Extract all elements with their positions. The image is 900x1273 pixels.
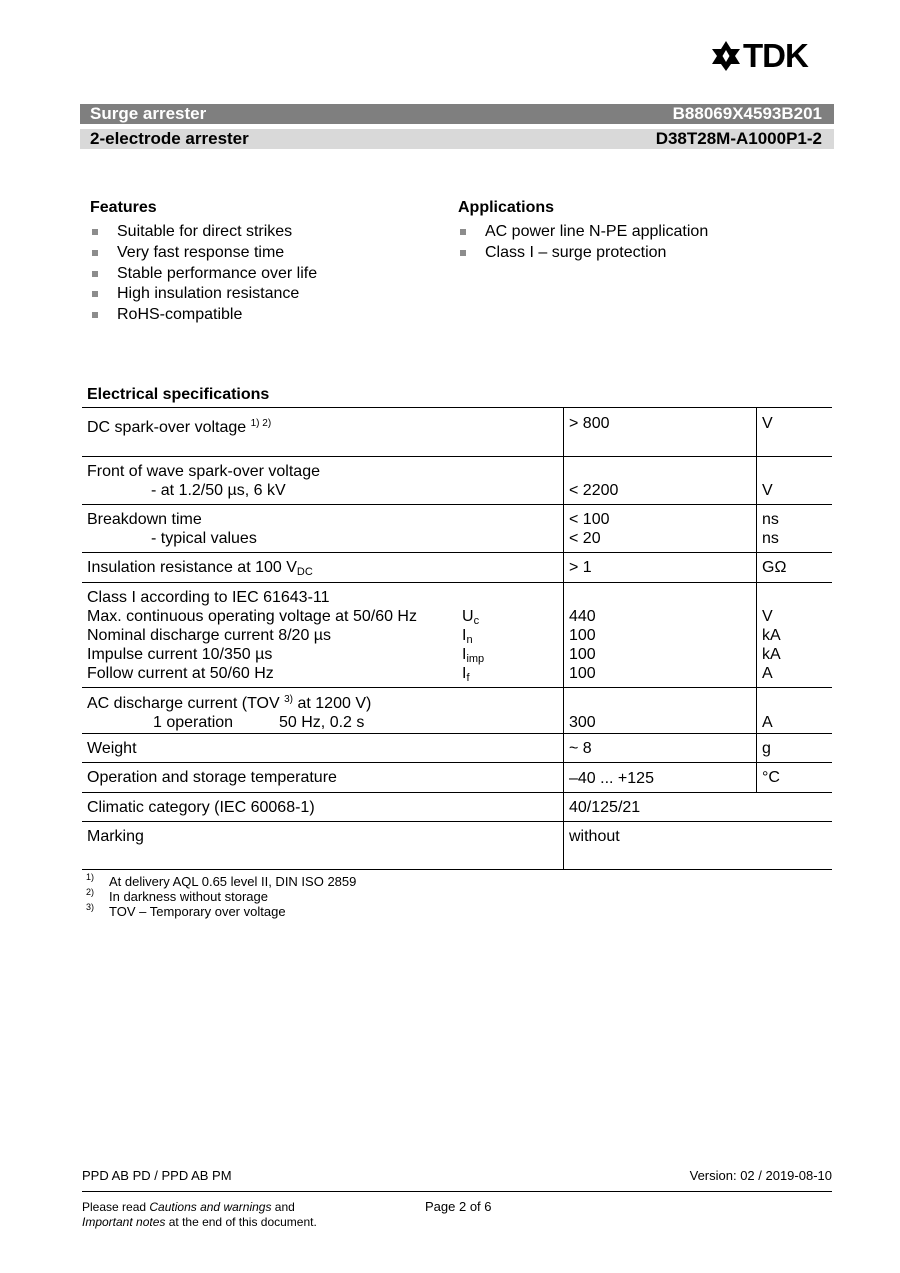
table-column-divider xyxy=(563,407,564,870)
class1-row-label: Nominal discharge current 8/20 µs xyxy=(87,627,331,644)
class1-row-symbol: $I_f$ xyxy=(462,665,470,684)
list-item: Class I – surge protection xyxy=(458,243,708,264)
climatic-value: 40/125/21 xyxy=(569,799,641,816)
insulation-value: > 1 xyxy=(569,559,592,576)
bullet-square-icon xyxy=(92,229,98,235)
specs-heading: Electrical specifications xyxy=(87,386,270,403)
footer-department: PPD AB PD / PPD AB PM xyxy=(82,1168,232,1183)
breakdown-unit-1: ns xyxy=(762,511,779,528)
product-type-bar xyxy=(80,104,834,124)
bullet-square-icon xyxy=(92,250,98,256)
class1-row-label: Impulse current 10/350 µs xyxy=(87,646,273,663)
marking-label: Marking xyxy=(87,828,144,845)
climatic-label: Climatic category (IEC 60068-1) xyxy=(87,799,315,816)
breakdown-label: Breakdown time xyxy=(87,511,202,528)
ac-discharge-condition: 50 Hz, 0.2 s xyxy=(279,714,365,731)
list-item: Stable performance over life xyxy=(90,264,317,285)
class1-row-symbol: $I_n$ xyxy=(462,627,473,646)
temperature-label: Operation and storage temperature xyxy=(87,769,337,786)
list-item: Suitable for direct strikes xyxy=(90,222,317,243)
type-code: D38T28M-A1000P1-2 xyxy=(655,129,822,148)
list-item: RoHS-compatible xyxy=(90,305,317,326)
footer-rule xyxy=(82,1191,832,1192)
front-wave-label: Front of wave spark-over voltage xyxy=(87,463,320,480)
ac-discharge-unit: A xyxy=(762,714,773,731)
list-item: AC power line N-PE application xyxy=(458,222,708,243)
class1-row-value: 440 xyxy=(569,608,596,625)
tdk-logo-icon xyxy=(710,40,742,72)
breakdown-value-2: < 20 xyxy=(569,530,601,547)
class1-row-unit: kA xyxy=(762,646,781,663)
footer-note-line-2: Important notes at the end of this document. xyxy=(82,1215,317,1229)
dc-sparkover-value: > 800 xyxy=(569,415,610,432)
brand-name: TDK xyxy=(743,37,808,74)
breakdown-value-1: < 100 xyxy=(569,511,610,528)
front-wave-unit: V xyxy=(762,482,773,499)
table-rule xyxy=(82,733,832,734)
table-rule xyxy=(82,504,832,505)
dc-sparkover-unit: V xyxy=(762,415,773,432)
ordering-code: B88069X4593B201 xyxy=(672,104,822,123)
footer-version: Version: 02 / 2019-08-10 xyxy=(689,1168,832,1183)
bullet-square-icon xyxy=(460,250,466,256)
applications-list xyxy=(458,222,708,264)
weight-value: ~ 8 xyxy=(569,740,592,757)
weight-label: Weight xyxy=(87,740,137,757)
product-type: Surge arrester xyxy=(90,104,207,123)
class1-title: Class I according to IEC 61643-11 xyxy=(87,589,330,606)
class1-row-symbol: $U_c$ xyxy=(462,608,480,627)
table-rule xyxy=(82,456,832,457)
class1-row-unit: V xyxy=(762,608,773,625)
applications-heading: Applications xyxy=(458,199,555,216)
list-item: Very fast response time xyxy=(90,243,317,264)
bullet-square-icon xyxy=(92,271,98,277)
tdk-logo xyxy=(710,37,836,74)
table-rule xyxy=(82,687,832,688)
table-rule xyxy=(82,762,832,763)
table-rule xyxy=(82,821,832,822)
ac-discharge-operations: 1 operation xyxy=(153,714,234,731)
breakdown-unit-2: ns xyxy=(762,530,779,547)
features-list xyxy=(90,222,317,326)
front-wave-sublabel: - at 1.2/50 µs, 6 kV xyxy=(151,482,286,499)
bullet-square-icon xyxy=(460,229,466,235)
ac-discharge-label: AC discharge current (TOV $^{3)}$ at 1200 V) xyxy=(87,694,372,712)
table-rule xyxy=(82,869,832,870)
temperature-unit: °C xyxy=(762,769,780,786)
class1-row-value: 100 xyxy=(569,665,596,682)
insulation-unit: GΩ xyxy=(762,559,787,576)
class1-row-unit: A xyxy=(762,665,773,682)
table-rule xyxy=(82,792,832,793)
insulation-label: Insulation resistance at 100 $V_{DC}$ xyxy=(87,559,313,578)
table-column-divider xyxy=(756,407,757,793)
table-rule xyxy=(82,582,832,583)
dc-sparkover-label: DC spark-over voltage $^{1) 2)}$ xyxy=(87,418,272,436)
class1-row-symbol: $I_{imp}$ xyxy=(462,646,485,665)
page-number: Page 2 of 6 xyxy=(425,1199,492,1214)
class1-row-label: Max. continuous operating voltage at 50/60 Hz xyxy=(87,608,417,625)
ac-discharge-value: 300 xyxy=(569,714,596,731)
list-item: High insulation resistance xyxy=(90,284,317,305)
table-rule xyxy=(82,407,832,408)
class1-row-unit: kA xyxy=(762,627,781,644)
class1-row-value: 100 xyxy=(569,627,596,644)
marking-value: without xyxy=(569,828,620,845)
bullet-square-icon xyxy=(92,312,98,318)
class1-row-label: Follow current at 50/60 Hz xyxy=(87,665,274,682)
breakdown-sublabel: - typical values xyxy=(151,530,257,547)
footer-note-line-1: Please read Cautions and warnings and xyxy=(82,1200,295,1214)
temperature-value: –40 ... +125 xyxy=(569,770,654,787)
class1-row-value: 100 xyxy=(569,646,596,663)
bullet-square-icon xyxy=(92,291,98,297)
weight-unit: g xyxy=(762,740,771,757)
subtype: 2-electrode arrester xyxy=(90,129,249,148)
front-wave-value: < 2200 xyxy=(569,482,619,499)
subtype-bar xyxy=(80,129,834,149)
table-rule xyxy=(82,552,832,553)
features-heading: Features xyxy=(90,199,157,216)
